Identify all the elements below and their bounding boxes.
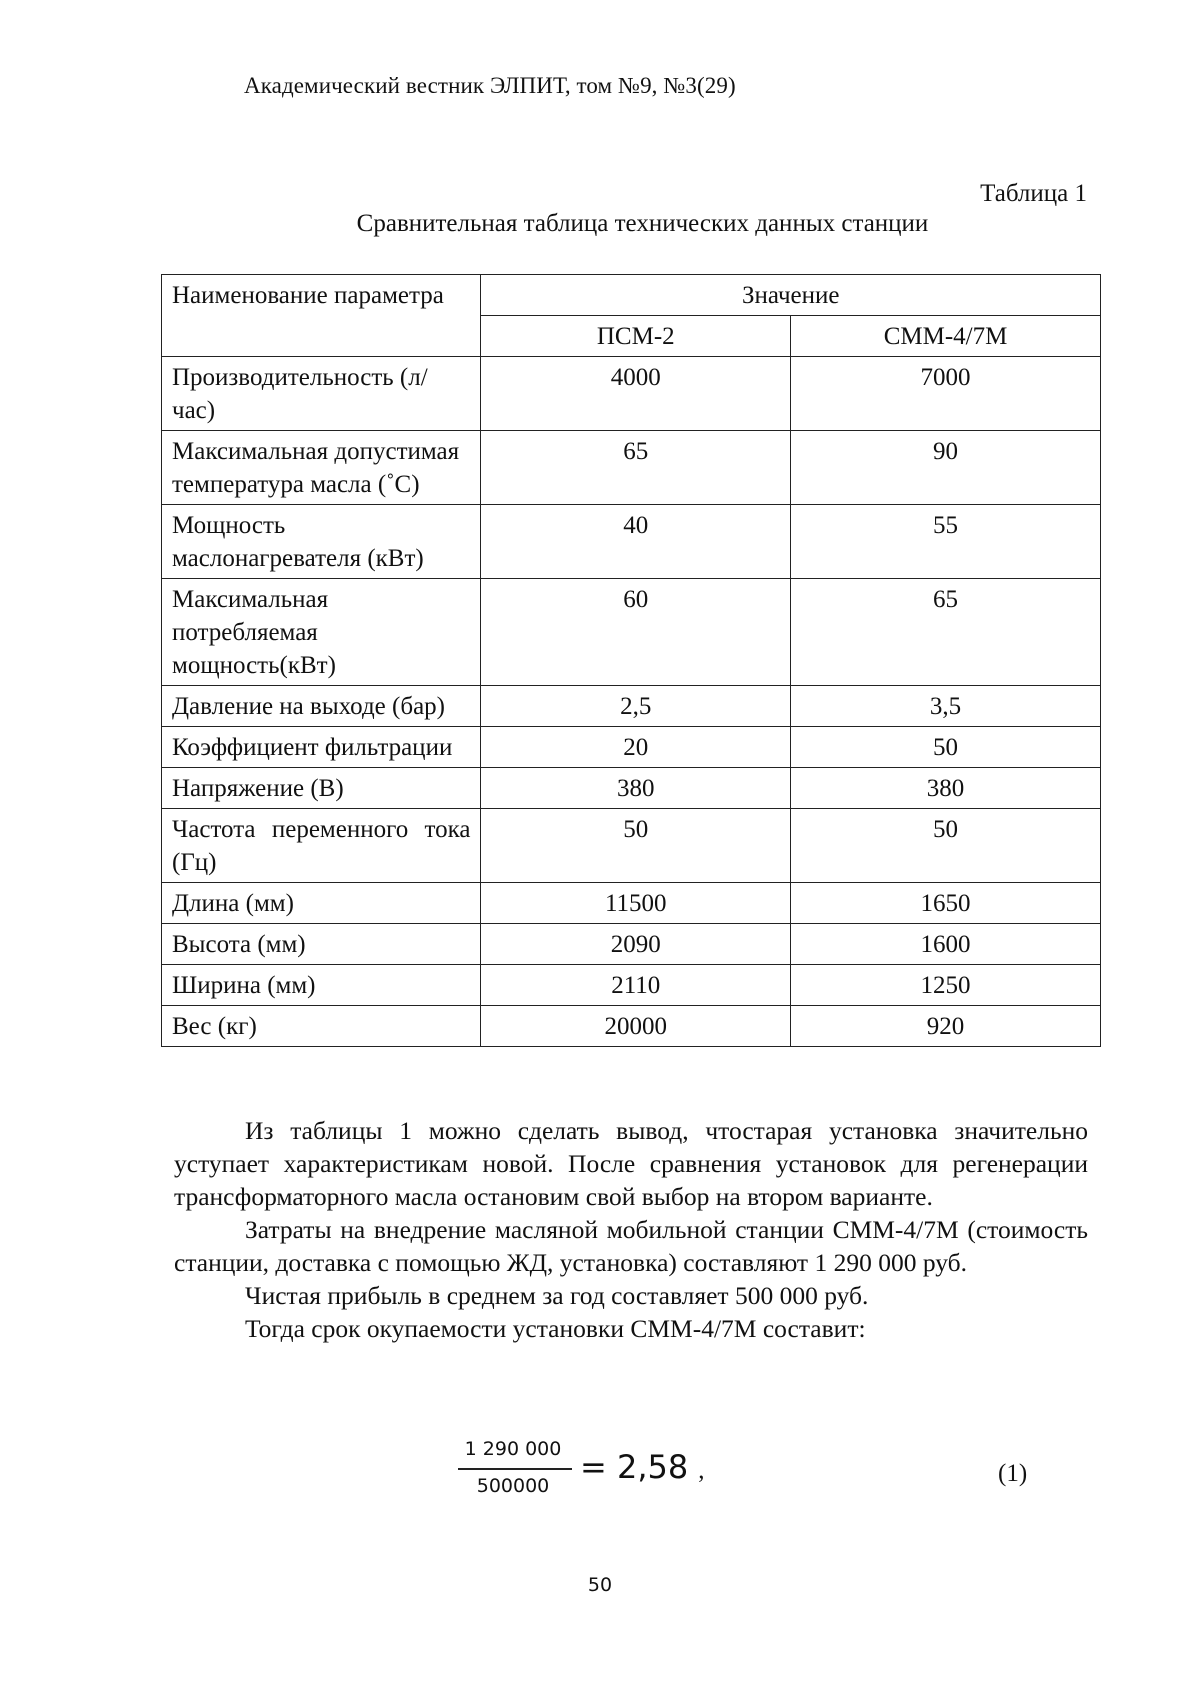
psm-value-cell: 40 <box>481 505 791 579</box>
smm-value-cell: 380 <box>791 768 1101 809</box>
param-name-cell: Мощность маслонагревателя (кВт) <box>162 505 481 579</box>
param-name-cell: Производительность (л/час) <box>162 357 481 431</box>
table-row <box>162 727 1101 768</box>
table-row <box>162 357 1101 431</box>
param-name-cell: Коэффициент фильтрации <box>162 727 481 768</box>
param-name-cell: Длина (мм) <box>162 883 481 924</box>
table-row <box>162 924 1101 965</box>
fraction-bar <box>458 1468 572 1470</box>
smm-value-cell: 7000 <box>791 357 1101 431</box>
fraction-numerator: 1 290 000 <box>464 1438 562 1460</box>
smm-value-cell: 3,5 <box>791 686 1101 727</box>
smm-value-cell: 55 <box>791 505 1101 579</box>
param-name-cell: Частота переменного тока (Гц) <box>162 809 481 883</box>
smm-value-cell: 1650 <box>791 883 1101 924</box>
paragraph-profit: Чистая прибыль в среднем за год составляет 500 000 руб. <box>245 1281 869 1310</box>
psm-value-cell: 50 <box>481 809 791 883</box>
spec-table <box>161 274 1101 1047</box>
param-name-cell: Давление на выходе (бар) <box>162 686 481 727</box>
smm-value-cell: 50 <box>791 727 1101 768</box>
smm-value-cell: 50 <box>791 809 1101 883</box>
psm-value-cell: 2,5 <box>481 686 791 727</box>
paragraph-conclusion: Из таблицы 1 можно сделать вывод, чтостарая установка значительно уступает характеристикам новой. После сравнения установок для регенерации трансформаторного масла остановим свой выбор на втором варианте. <box>174 1116 1088 1211</box>
smm-value-cell: 90 <box>791 431 1101 505</box>
page-number: 50 <box>587 1574 613 1596</box>
table-row <box>162 431 1101 505</box>
header-smm: СММ-4/7М <box>791 316 1101 357</box>
param-name-cell: Вес (кг) <box>162 1006 481 1047</box>
formula-result <box>580 1448 704 1486</box>
table-row <box>162 768 1101 809</box>
param-name-cell: Максимальная допустимая температура масла (˚С) <box>162 431 481 505</box>
body-text <box>174 1114 1088 1345</box>
smm-value-cell: 920 <box>791 1006 1101 1047</box>
equation-number: (1) <box>998 1460 1028 1487</box>
table-row <box>162 505 1101 579</box>
psm-value-cell: 20000 <box>481 1006 791 1047</box>
psm-value-cell: 4000 <box>481 357 791 431</box>
psm-value-cell: 380 <box>481 768 791 809</box>
table-label: Таблица 1 <box>980 180 1087 207</box>
param-name-cell: Высота (мм) <box>162 924 481 965</box>
psm-value-cell: 20 <box>481 727 791 768</box>
param-name-cell: Максимальная потребляемая мощность(кВт) <box>162 579 481 686</box>
formula-trailing-comma: , <box>698 1457 705 1484</box>
table-row <box>162 1006 1101 1047</box>
journal-header: Академический вестник ЭЛПИТ, том №9, №3(29) <box>244 73 736 98</box>
smm-value-cell: 1250 <box>791 965 1101 1006</box>
header-value: Значение <box>481 275 1101 316</box>
formula-result-value: = 2,58 <box>580 1448 689 1486</box>
table-header-row <box>162 275 1101 316</box>
psm-value-cell: 60 <box>481 579 791 686</box>
paragraph-costs: Затраты на внедрение масляной мобильной станции СММ-4/7М (стоимость станции, доставка с помощью ЖД, установка) составляют 1 290 000 руб. <box>174 1215 1088 1277</box>
table-row <box>162 965 1101 1006</box>
table-row <box>162 809 1101 883</box>
psm-value-cell: 2090 <box>481 924 791 965</box>
smm-value-cell: 1600 <box>791 924 1101 965</box>
param-name-cell: Ширина (мм) <box>162 965 481 1006</box>
psm-value-cell: 11500 <box>481 883 791 924</box>
table-row <box>162 686 1101 727</box>
param-name-cell: Напряжение (В) <box>162 768 481 809</box>
smm-value-cell: 65 <box>791 579 1101 686</box>
table-caption: Сравнительная таблица технических данных станции <box>356 210 929 237</box>
fraction-denominator: 500000 <box>476 1475 550 1497</box>
table-row <box>162 579 1101 686</box>
header-param-name: Наименование параметра <box>162 275 481 357</box>
paragraph-payback: Тогда срок окупаемости установки СММ-4/7М составит: <box>245 1314 866 1343</box>
header-psm: ПСМ-2 <box>481 316 791 357</box>
psm-value-cell: 2110 <box>481 965 791 1006</box>
table-row <box>162 883 1101 924</box>
psm-value-cell: 65 <box>481 431 791 505</box>
